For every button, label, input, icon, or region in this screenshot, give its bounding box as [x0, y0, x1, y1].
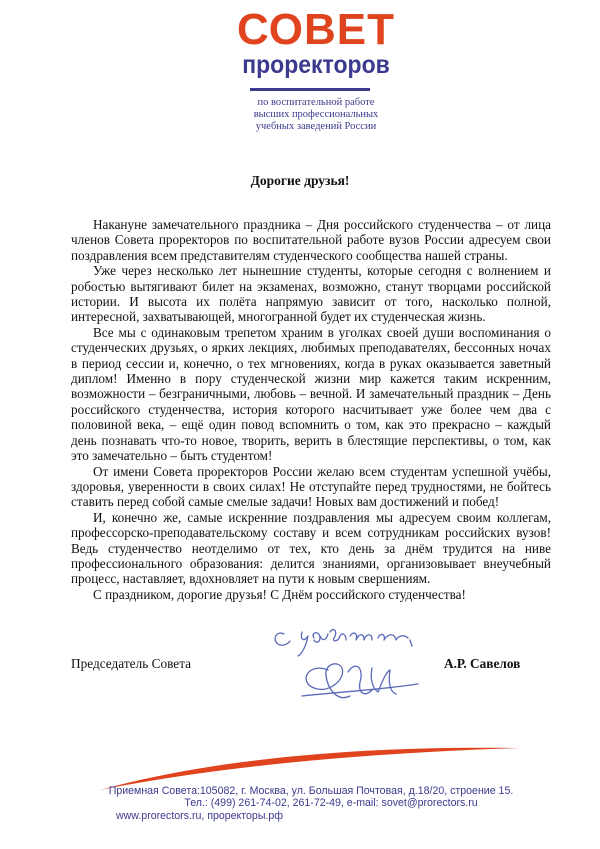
logo-desc-line: высших профессиональных: [253, 109, 379, 120]
logo-desc-line: учебных заведений России: [255, 121, 377, 132]
signature-title: Председатель Совета: [71, 656, 192, 671]
letter-paragraph: От имени Совета проректоров России желаю всем студентам успешной учёбы, здоровья, уверенности в своих силах! Не отступайте перед трудностями, не бойтесь ставить перед собой самые смелые задачи! Новых вам достижений и побед!: [71, 463, 551, 510]
footer-contacts: [96, 785, 526, 822]
logo-subtitle: проректоров: [242, 51, 390, 79]
signatory-name: А.Р. Савелов: [444, 656, 521, 671]
logo-title: СОВЕТ: [237, 5, 395, 54]
letter-paragraph: И, конечно же, самые искренние поздравления мы адресуем своим коллегам, профессорско-преподавательскому составу и всем сотрудникам российских вузов! Ведь студенчество неотделимо от тех, кто день за днём трудится на ниве профессионального образования: делится знаниями, организовывает внеучебный процесс, наставляет, вдохновляет на пути к новым свершениям.: [71, 509, 551, 587]
letter-paragraph: Накануне замечательного праздника – Дня российского студенчества – от лица членов Совета проректоров по воспитательной работе вузов России адресуем свои поздравления всем представителям студенческого сообщества нашей страны.: [71, 217, 551, 263]
logo-rule: [250, 88, 370, 91]
logo-desc-line: по воспитательной работе: [257, 97, 375, 108]
organization-logo: [0, 0, 600, 140]
letter-paragraph: Все мы с одинаковым трепетом храним в уголках своей души воспоминания о студенческих друзьях, о ярких лекциях, любимых преподавателях, бессонных ночах в период сессии и, конечно, о тех мгновениях, когда в руках оказывается заветный диплом! Именно в пору студенческой жизни мир кажется таким искренним, возможности – безграничными, любовь – вечной. И замечательный праздник – День российского студенчества, история которого насчитывает уже более чем два с половиной века, – ещё один повод вспомнить о том, как это прекрасно – каждый день познавать что-то новое, творить, верить в блестящие перспективы, о том, как это замечательно – быть студентом!: [71, 324, 551, 464]
letter-paragraph: Уже через несколько лет нынешние студенты, которые сегодня с волнением и робостью вытягивают билет на экзаменах, возможно, станут творцами российской истории. И высота их полёта напрямую зависит от того, насколько полной, интересной, захватывающей, многогранной будет их студенческая жизнь.: [71, 263, 551, 325]
letter-greeting: Дорогие друзья!: [250, 173, 350, 188]
logo-description: [226, 97, 406, 133]
footer-phones: Тел.: (499) 261-74-02, 261-72-49, e-mail: sovet@prorectors.ru: [184, 797, 478, 810]
letter-paragraph: С праздником, дорогие друзья! С Днём российского студенчества!: [93, 586, 466, 602]
letter-body: [71, 217, 551, 602]
handwritten-signature: [268, 612, 448, 712]
footer-address: Приемная Совета:105082, г. Москва, ул. Большая Почтовая, д.18/20, строение 15.: [108, 785, 514, 797]
footer-websites: www.prorectors.ru, проректоры.рф: [116, 809, 283, 822]
